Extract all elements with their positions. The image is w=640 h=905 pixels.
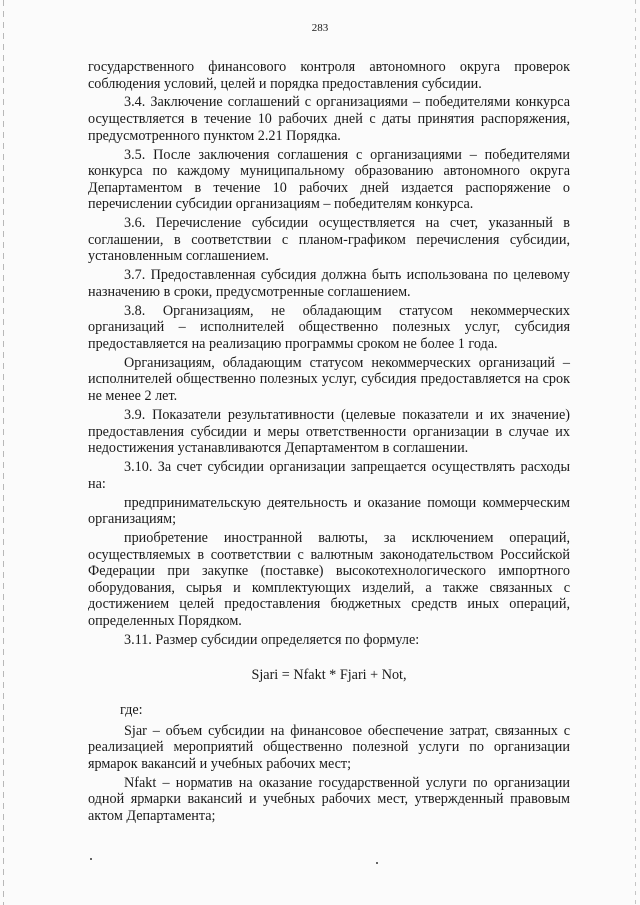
paragraph-continuation: государственного финансового контроля автономного округа проверок соблюдения условий, целей и порядка предоставления субсидии. (88, 59, 570, 92)
where-label: где: (120, 702, 143, 719)
page-left-edge (3, 0, 4, 905)
document-body (88, 59, 570, 827)
formula: Sjari = Nfakt * Fjari + Not, (251, 667, 407, 684)
list-item-foreign-currency: приобретение иностранной валюты, за исключением операций, осуществляемых в соответствии с валютным законодательством Российской Федерации при закупке (поставке) высокотехнологического импортного оборудования, сырья и комплектующих изделий, а также связанных с достижением целей предоставления бюджетных средств иных операций, определенных Порядком. (88, 530, 570, 629)
paragraph-3-11: 3.11. Размер субсидии определяется по формуле: (124, 631, 420, 648)
definition-nfakt: Nfakt – норматив на оказание государственной услуги по организации одной ярмарки вакансий и учебных рабочих мест, утвержденный правовым актом Департамента; (88, 774, 570, 824)
paragraph-3-7: 3.7. Предоставленная субсидия должна быть использована по целевому назначению в сроки, предусмотренные соглашением. (88, 267, 570, 300)
paragraph-3-8: 3.8. Организациям, не обладающим статусом некоммерческих организаций – исполнителей общественно полезных услуг, субсидия предоставляется на реализацию программы сроком не более 1 года. (88, 302, 570, 352)
paragraph-3-9: 3.9. Показатели результативности (целевые показатели и их значение) предоставления субсидии и меры ответственности организации в случае их недостижения устанавливаются Департаментом в соглашении. (88, 406, 570, 457)
scan-speck (376, 862, 378, 864)
paragraph-3-10: 3.10. За счет субсидии организации запрещается осуществлять расходы на: (88, 459, 570, 492)
list-item-entrepreneurship: предпринимательскую деятельность и оказание помощи коммерческим организациям; (88, 494, 570, 528)
paragraph-3-5: 3.5. После заключения соглашения с организациями – победителями конкурса по каждому муниципальному образованию автономного округа Департаментом в течение 10 рабочих дней издается распоряжение о перечислении субсидии организациям – победителям конкурса. (88, 146, 570, 213)
scan-speck (90, 858, 92, 860)
paragraph-3-8-continued: Организациям, обладающим статусом некоммерческих организаций – исполнителей общественно полезных услуг, субсидия предоставляется на срок не менее 2 лет. (88, 354, 570, 405)
page-number: 283 (311, 22, 329, 34)
paragraph-3-6: 3.6. Перечисление субсидии осуществляется на счет, указанный в соглашении, в соответствии с планом-графиком перечисления субсидии, установленным соглашением. (88, 215, 570, 265)
page-right-edge (635, 0, 636, 905)
paragraph-3-4: 3.4. Заключение соглашений с организациями – победителями конкурса осуществляется в течение 10 рабочих дней с даты принятия распоряжения, предусмотренного пунктом 2.21 Порядка. (88, 94, 570, 144)
definition-sjar: Sjar – объем субсидии на финансовое обеспечение затрат, связанных с реализацией мероприятий общественно полезной услуги по организации ярмарок вакансий и учебных рабочих мест; (88, 722, 570, 772)
